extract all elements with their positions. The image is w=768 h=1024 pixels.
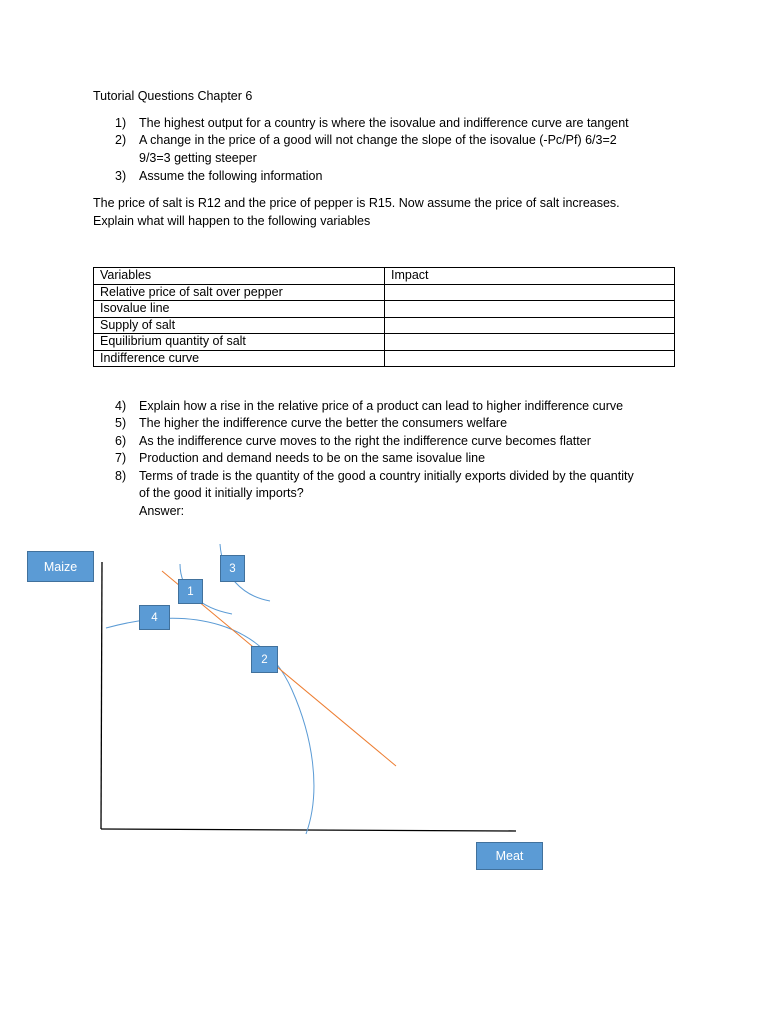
question-text: As the indifference curve moves to the right the indifference curve becomes flatter xyxy=(139,434,591,448)
marker-2: 2 xyxy=(251,646,278,673)
question-number: 2) xyxy=(115,133,127,147)
y-axis-line xyxy=(101,562,102,829)
question-text: A change in the price of a good will not change the slope of the isovalue (-Pc/Pf) 6/3=2 xyxy=(139,133,617,147)
question-text: Terms of trade is the quantity of the good a country initially exports divided by the quantity xyxy=(139,469,634,483)
question-text: The highest output for a country is where the isovalue and indifference curve are tangent xyxy=(139,116,629,130)
table-cell: Indifference curve xyxy=(94,350,385,367)
question-text: Assume the following information xyxy=(139,169,323,183)
question-text: Production and demand needs to be on the same isovalue line xyxy=(139,451,486,465)
table-header-cell: Variables xyxy=(94,268,385,285)
question-number: 7) xyxy=(115,451,127,465)
marker-4: 4 xyxy=(139,605,170,630)
table-cell: Relative price of salt over pepper xyxy=(94,284,385,301)
question-number: 3) xyxy=(115,169,127,183)
question-number: 8) xyxy=(115,469,127,483)
marker-1: 1 xyxy=(178,579,203,604)
marker-3: 3 xyxy=(220,555,245,582)
question-number: 5) xyxy=(115,416,127,430)
maize-axis-label: Maize xyxy=(27,551,94,582)
question-number: 6) xyxy=(115,434,127,448)
question-number: 4) xyxy=(115,399,127,413)
x-axis-line xyxy=(101,829,516,831)
question-number: 1) xyxy=(115,116,127,130)
production-possibility-curve xyxy=(106,618,314,834)
paragraph-line: The price of salt is R12 and the price of pepper is R15. Now assume the price of salt increases. xyxy=(93,196,620,210)
table-cell: Supply of salt xyxy=(94,317,385,334)
answer-label: Answer: xyxy=(139,504,185,518)
page-heading: Tutorial Questions Chapter 6 xyxy=(93,89,253,103)
paragraph-line: Explain what will happen to the following variables xyxy=(93,214,371,228)
question-text-continued: 9/3=3 getting steeper xyxy=(139,151,257,165)
question-text-continued: of the good it initially imports? xyxy=(139,486,304,500)
question-text: Explain how a rise in the relative price of a product can lead to higher indifference curve xyxy=(139,399,624,413)
meat-axis-label: Meat xyxy=(476,842,543,870)
question-text: The higher the indifference curve the better the consumers welfare xyxy=(139,416,508,430)
table-cell: Equilibrium quantity of salt xyxy=(94,334,385,351)
table-cell: Isovalue line xyxy=(94,301,385,318)
table-header-cell: Impact xyxy=(385,268,675,285)
